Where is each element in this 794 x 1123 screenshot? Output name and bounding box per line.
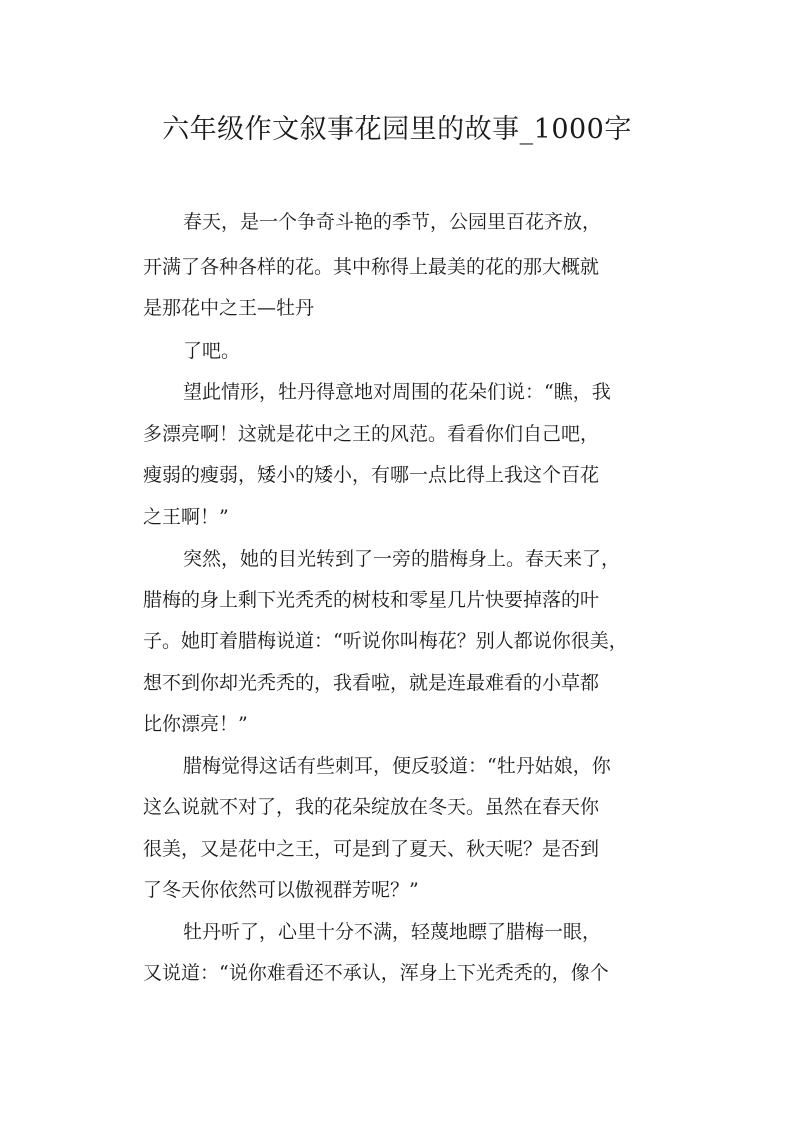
text-line: 是那花中之王—牡丹 (143, 297, 315, 319)
text-line: 想不到你却光秃秃的，我看啦，就是连最难看的小草都 (143, 672, 600, 694)
text-line: 很美，又是花中之王，可是到了夏天、秋天呢？是否到 (143, 838, 600, 860)
text-line: 牡丹听了，心里十分不满，轻蔑地瞟了腊梅一眼， (183, 921, 602, 943)
text-line: 望此情形，牡丹得意地对周围的花朵们说：“瞧，我 (183, 381, 611, 403)
text-line: 了吧。 (183, 340, 241, 362)
text-line: 比你漂亮！” (143, 713, 248, 735)
document-title: 六年级作文叙事花园里的故事_1000字 (162, 114, 632, 145)
text-line: 腊梅觉得这话有些刺耳，便反驳道：“牡丹姑娘，你 (183, 755, 611, 777)
text-line: 多漂亮啊！这就是花中之王的风范。看看你们自己吧， (143, 423, 600, 445)
text-line: 腊梅的身上剩下光秃秃的树枝和零星几片快要掉落的叶 (143, 589, 600, 611)
text-line: 春天，是一个争奇斗艳的季节，公园里百花齐放， (183, 211, 602, 233)
text-line: 突然，她的目光转到了一旁的腊梅身上。春天来了， (183, 548, 621, 570)
text-line: 了冬天你依然可以傲视群芳呢？” (143, 879, 419, 901)
text-line: 又说道：“说你难看还不承认，浑身上下光秃秃的，像个 (143, 962, 609, 984)
text-line: 子。她盯着腊梅说道：“听说你叫梅花？别人都说你很美， (143, 630, 628, 652)
text-line: 之王啊！” (143, 506, 229, 528)
text-line: 瘦弱的瘦弱，矮小的矮小，有哪一点比得上我这个百花 (143, 464, 600, 486)
text-line: 开满了各种各样的花。其中称得上最美的花的那大概就 (143, 256, 600, 278)
text-line: 这么说就不对了，我的花朵绽放在冬天。虽然在春天你 (143, 796, 600, 818)
